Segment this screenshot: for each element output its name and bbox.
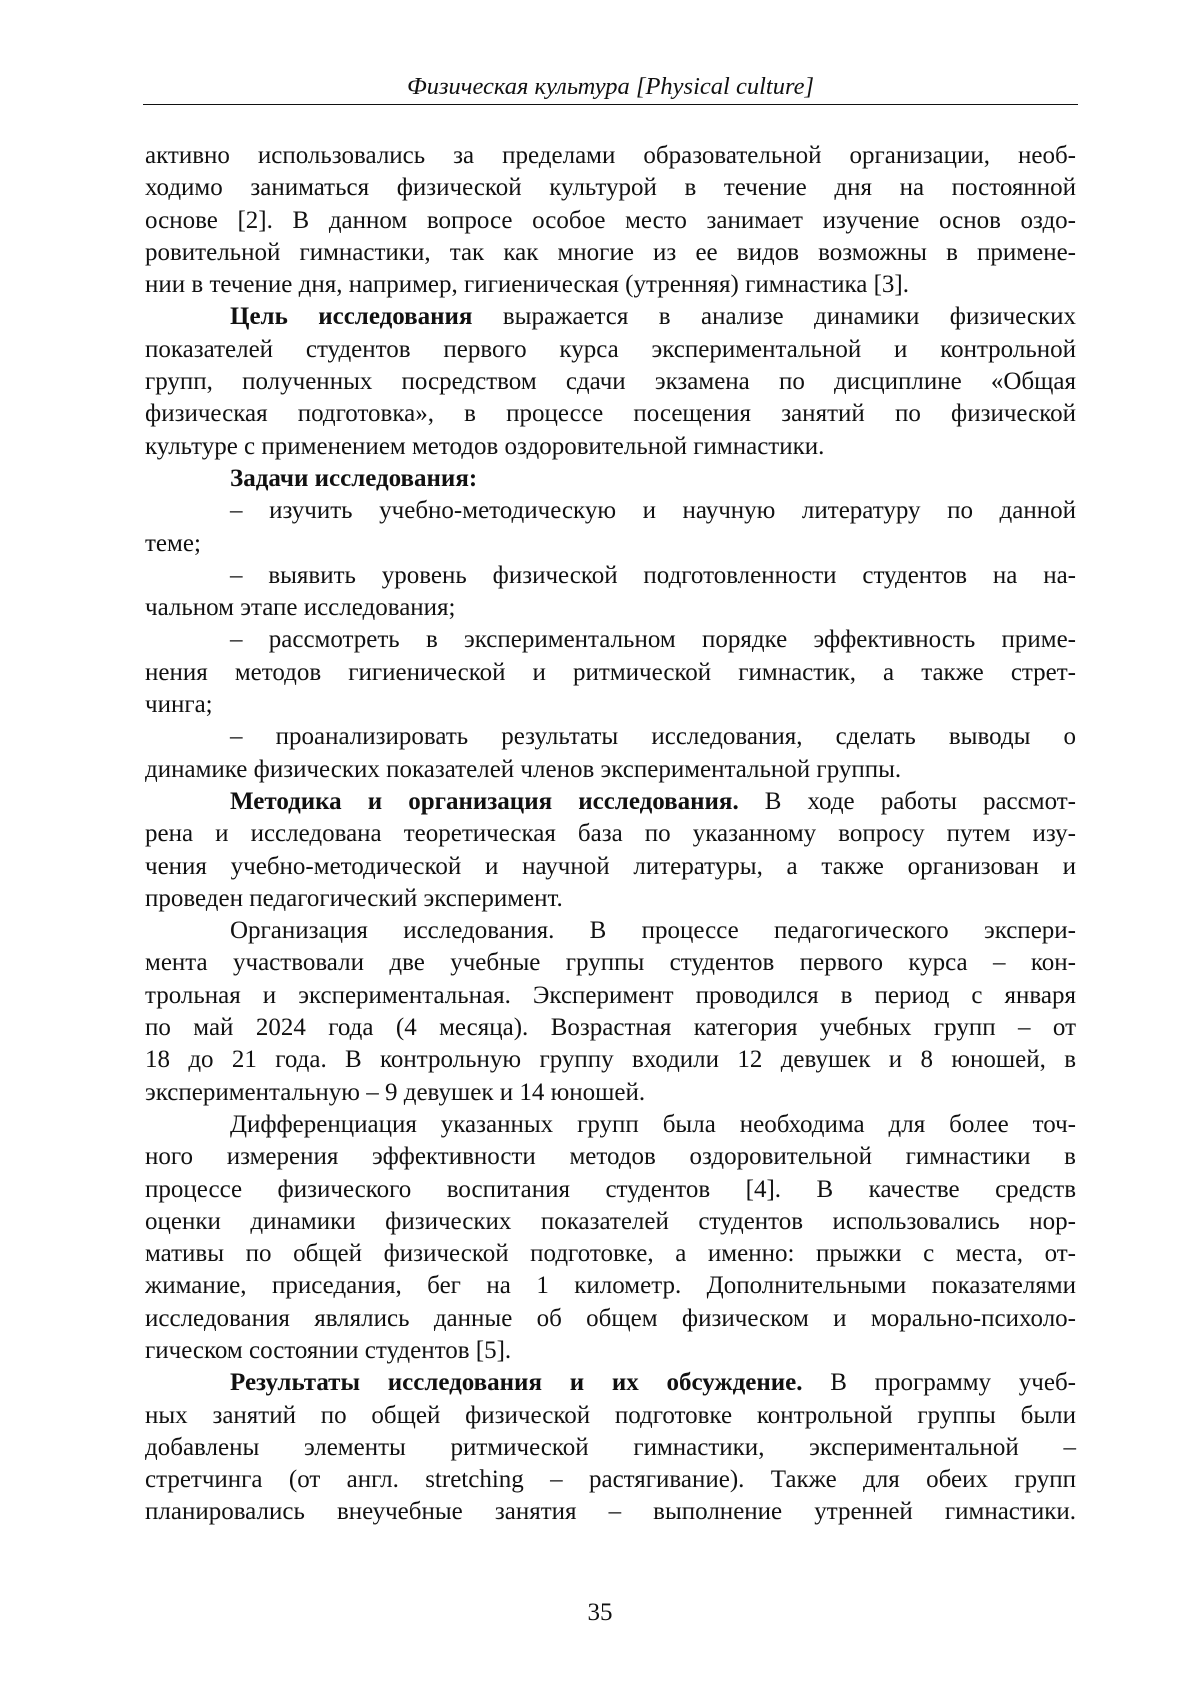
line-text: исследования являлись данные об общем физическом и морально-психоло- <box>145 1304 1076 1332</box>
text-line <box>145 1400 1076 1432</box>
text-line <box>145 1335 1076 1367</box>
text-line <box>145 1367 1076 1399</box>
text-line <box>145 1432 1076 1464</box>
bold-heading: Методика и организация исследования. <box>230 787 739 815</box>
text-line <box>145 980 1076 1012</box>
line-text: гическом состоянии студентов [5]. <box>145 1336 512 1364</box>
line-text: ного измерения эффективности методов оздоровительной гимнастики в <box>145 1143 1076 1171</box>
line-text: ходимо заниматься физической культурой в течение дня на постоянной <box>145 174 1076 202</box>
text-line <box>145 1109 1076 1141</box>
text-line <box>145 237 1076 269</box>
line-text: ных занятий по общей физической подготовке контрольной группы были <box>145 1401 1076 1429</box>
text-line <box>145 786 1076 818</box>
text-line <box>145 592 1076 624</box>
text-line <box>145 172 1076 204</box>
line-text: экспериментальную – 9 девушек и 14 юношей. <box>145 1078 646 1106</box>
text-line <box>145 301 1076 333</box>
bold-heading: Цель исследования <box>230 303 473 331</box>
text-line <box>145 883 1076 915</box>
line-text: – изучить учебно-методическую и научную литературу по данной <box>230 497 1076 525</box>
line-text: оценки динамики физических показателей студентов использовались нор- <box>145 1207 1076 1235</box>
line-text: стретчинга (от англ. stretching – растягивание). Также для обеих групп <box>145 1466 1076 1494</box>
text-line <box>145 205 1076 237</box>
bold-heading: Результаты исследования и их обсуждение. <box>230 1369 803 1397</box>
text-line <box>145 1496 1076 1528</box>
line-text: по май 2024 года (4 месяца). Возрастная категория учебных групп – от <box>145 1014 1076 1042</box>
text-line <box>145 1206 1076 1238</box>
text-line <box>145 1044 1076 1076</box>
line-text: В ходе работы рассмот- <box>738 787 1076 815</box>
text-line <box>145 624 1076 656</box>
line-text: рена и исследована теоретическая база по указанному вопросу путем изу- <box>145 820 1076 848</box>
line-text: чения учебно-методической и научной литературы, а также организован и <box>145 852 1076 880</box>
line-text: планировались внеучебные занятия – выполнение утренней гимнастики. <box>145 1498 1076 1526</box>
text-line <box>145 560 1076 592</box>
line-text: – рассмотреть в экспериментальном порядке эффективность приме- <box>230 626 1076 654</box>
text-line <box>145 689 1076 721</box>
text-line <box>145 754 1076 786</box>
body-text <box>145 140 1076 1529</box>
line-text: групп, полученных посредством сдачи экзамена по дисциплине «Общая <box>145 368 1076 396</box>
line-text: мента участвовали две учебные группы студентов первого курса – кон- <box>145 949 1076 977</box>
line-text: активно использовались за пределами образовательной организации, необ- <box>145 142 1076 169</box>
text-line <box>145 431 1076 463</box>
line-text: выражается в анализе динамики физических <box>472 303 1076 331</box>
text-line <box>145 269 1076 301</box>
line-text: процессе физического воспитания студентов [4]. В качестве средств <box>145 1175 1076 1203</box>
text-line <box>145 721 1076 753</box>
line-text: проведен педагогический эксперимент. <box>145 884 563 912</box>
line-text: добавлены элементы ритмической гимнастики, экспериментальной – <box>145 1433 1076 1461</box>
line-text: нения методов гигиенической и ритмической гимнастик, а также стрет- <box>145 658 1076 686</box>
line-text: Организация исследования. В процессе педагогического экспери- <box>230 917 1076 945</box>
line-text: нии в течение дня, например, гигиеническая (утренняя) гимнастика [3]. <box>145 271 909 299</box>
text-line <box>145 463 1076 495</box>
text-line <box>145 947 1076 979</box>
line-text: – проанализировать результаты исследования, сделать выводы о <box>230 723 1076 751</box>
text-line <box>145 1303 1076 1335</box>
bold-heading: Задачи исследования: <box>230 464 478 492</box>
line-text: чальном этапе исследования; <box>145 594 456 622</box>
page-number: 35 <box>587 1599 613 1626</box>
line-text: ровительной гимнастики, так как многие из ее видов возможны в примене- <box>145 238 1076 266</box>
line-text: жимание, приседания, бег на 1 километр. Дополнительными показателями <box>145 1272 1076 1300</box>
line-text: основе [2]. В данном вопросе особое место занимает изучение основ оздо- <box>145 206 1076 234</box>
text-line <box>145 915 1076 947</box>
text-line <box>145 1012 1076 1044</box>
text-line <box>145 1464 1076 1496</box>
line-text: теме; <box>145 529 201 557</box>
line-text: – выявить уровень физической подготовленности студентов на на- <box>230 561 1076 589</box>
line-text: физическая подготовка», в процессе посещения занятий по физической <box>145 400 1076 428</box>
line-text: трольная и экспериментальная. Эксперимент проводился в период с января <box>145 981 1076 1009</box>
text-line <box>145 1141 1076 1173</box>
line-text: В программу учеб- <box>802 1369 1076 1397</box>
text-line <box>145 657 1076 689</box>
text-line <box>145 818 1076 850</box>
line-text: Дифференциация указанных групп была необходима для более точ- <box>230 1110 1076 1138</box>
text-line <box>145 334 1076 366</box>
text-line <box>145 1077 1076 1109</box>
text-line <box>145 140 1076 172</box>
line-text: мативы по общей физической подготовке, а именно: прыжки с места, от- <box>145 1240 1076 1268</box>
text-line <box>145 398 1076 430</box>
text-line <box>145 495 1076 527</box>
line-text: показателей студентов первого курса экспериментальной и контрольной <box>145 335 1076 363</box>
running-header: Физическая культура [Physical culture] <box>407 73 814 100</box>
line-text: культуре с применением методов оздоровительной гимнастики. <box>145 432 825 460</box>
header-rule <box>143 104 1078 105</box>
text-line <box>145 851 1076 883</box>
line-text: чинга; <box>145 691 213 719</box>
text-line <box>145 1238 1076 1270</box>
text-line <box>145 528 1076 560</box>
line-text: 18 до 21 года. В контрольную группу входили 12 девушек и 8 юношей, в <box>145 1046 1076 1074</box>
line-text: динамике физических показателей членов экспериментальной группы. <box>145 755 902 783</box>
text-line <box>145 1270 1076 1302</box>
text-line <box>145 1174 1076 1206</box>
text-line <box>145 366 1076 398</box>
